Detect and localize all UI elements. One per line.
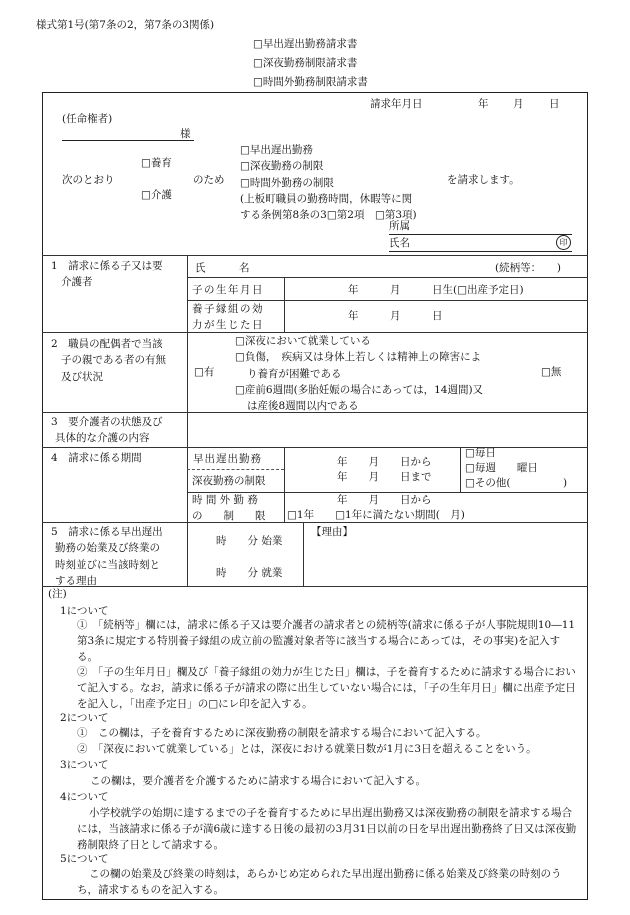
period-from[interactable]: 年 月 日から: [337, 456, 432, 468]
option-jikangai[interactable]: □時間外勤務の制限: [240, 176, 334, 189]
s5-inner-divider: [303, 522, 304, 586]
jikangai-label-1: 時 間 外 勤 務: [192, 494, 258, 506]
relation-field[interactable]: (続柄等： ): [495, 262, 561, 274]
adopt-field[interactable]: 年 月 日: [348, 310, 443, 322]
notes-title: (注): [48, 588, 67, 600]
adopt-label-1: 養子縁組の効: [192, 303, 264, 315]
title-hayade: □早出遅出勤務請求書: [253, 38, 358, 50]
request-date-label: 請求年月日: [370, 98, 423, 110]
jikangai-label: [192, 492, 266, 525]
note-3a: この欄は，要介護者を介護するために請求する場合において記入する。: [90, 775, 426, 787]
end-time[interactable]: 時 分 就業: [216, 567, 283, 579]
freq-daily[interactable]: □毎日: [465, 447, 496, 459]
s2-label-line3: 及び状況: [61, 370, 103, 383]
note-1a: ① 「続柄等」欄には，請求に係る子又は要介護者の請求者との続柄等(請求に係る子が人事院規則10―11第3条に規定する特別養子縁組の成立前の監護対象者等に該当する場合にあっては，その事実)を記入する。: [77, 619, 576, 663]
tame-label: のため: [193, 174, 225, 186]
s5-label-line3: 時刻並びに当該時刻と: [55, 558, 160, 571]
kaigo-checkbox[interactable]: □介護: [141, 189, 172, 201]
s2-label-line2: 子の親である者の有無: [61, 354, 166, 367]
spouse-yes-checkbox[interactable]: □有: [194, 366, 215, 378]
s3-label-line1: 3 要介護者の状態及び: [51, 416, 163, 428]
birth-label: 子の生年月日: [192, 284, 264, 296]
shozoku-label: 所属: [389, 220, 410, 232]
spouse-no-checkbox[interactable]: □無: [541, 366, 562, 378]
seikyu-label: を請求します。: [447, 174, 520, 186]
status-maternity[interactable]: □産前6週間(多胎妊娠の場合にあっては，14週間)又: [235, 383, 484, 396]
hayade-label: 早出遅出勤務: [193, 453, 262, 465]
note-5-heading: 5について: [60, 853, 109, 865]
s4-inner-divider: [284, 447, 285, 522]
shinya-label: 深夜勤務の制限: [192, 475, 266, 487]
note-2b: ② 「深夜において就業している」とは，深夜における就業日数が1月に3日を超えることをいう。: [77, 743, 537, 755]
s1-label-line1: 1 請求に係る子又は要: [51, 260, 163, 272]
s5-label-line2: 勤務の始業及び終業の: [55, 542, 160, 555]
adopt-label: [192, 301, 264, 334]
appointer-line: [62, 140, 194, 141]
s5-label-line4: する理由: [55, 574, 97, 587]
request-options: [240, 142, 417, 223]
form-number: 様式第1号(第7条の2，第7条の3関係): [36, 19, 215, 31]
shozoku-line: [389, 234, 572, 235]
freq-other[interactable]: □その他( ): [465, 477, 568, 490]
note-4-heading: 4について: [60, 791, 109, 803]
period-to[interactable]: 年 月 日まで: [337, 471, 432, 483]
appointer-label: (任命権者): [62, 113, 113, 125]
s4-opts-divider: [460, 447, 461, 492]
shimei-line: [389, 251, 572, 252]
overtime-from[interactable]: 年 月 日から: [337, 494, 432, 506]
s5-divider: [187, 522, 188, 586]
status-maternity-cont: は産後8週間以内である: [247, 400, 359, 413]
s2-divider: [187, 332, 188, 412]
freq-weekly[interactable]: □毎週 曜日: [465, 462, 538, 475]
option-note-1: (上板町職員の勤務時間，休暇等に関: [240, 192, 413, 205]
s4-dash-rule: [187, 469, 284, 470]
overtime-period[interactable]: □1年 □1年に満たない期間( 月): [287, 509, 465, 521]
s1-inner-divider: [284, 277, 285, 332]
birth-field[interactable]: 年 月 日生(□出産予定日): [348, 284, 524, 296]
seal-mark: [556, 235, 571, 250]
option-shinya[interactable]: □深夜勤務の制限: [240, 160, 324, 173]
name-label: 氏 名: [195, 262, 250, 274]
s2-label: [51, 336, 166, 385]
note-1-heading: 1について: [60, 605, 109, 617]
spouse-status-list: [235, 333, 483, 414]
jikangai-label-2: の 制 限: [192, 510, 266, 523]
s1-row-rule-1: [187, 277, 588, 278]
note-4a: 小学校就学の始期に達するまでの子を養育するために早出遅出勤務又は深夜勤務の制限を請求する場合には，当該請求に係る子が満6歳に達する日後の最初の3月31日以前の日を早出遅出勤務終了日又は深夜勤務制限終了日として請求する。: [77, 807, 577, 851]
s3-label: [51, 414, 163, 447]
shimei-label: 氏名: [389, 237, 410, 249]
note-2-heading: 2について: [60, 712, 109, 724]
s3-label-line2: 具体的な介護の内容: [55, 432, 150, 445]
status-night-work[interactable]: □深夜において就業している: [235, 335, 371, 347]
option-note-2: する条例第8条の3□第2項 □第3項): [240, 209, 417, 222]
date-day: 日: [549, 98, 560, 110]
s1-label-line2: 介護者: [61, 276, 93, 289]
adopt-label-2: 力が生じた日: [192, 319, 264, 332]
start-time[interactable]: 時 分 始業: [216, 535, 283, 547]
note-3-heading: 3について: [60, 759, 109, 771]
frequency-options: [465, 446, 567, 492]
status-injury[interactable]: □負傷， 疾病又は身体上若しくは精神上の障害によ: [235, 351, 482, 364]
note-2a: ① この欄は，子を養育するために深夜勤務の制限を請求する場合において記入する。: [77, 727, 487, 739]
s2-label-line1: 2 職員の配偶者で当該: [51, 338, 163, 350]
status-injury-cont: り養育が困難である: [247, 367, 342, 380]
sama-label: 様: [180, 128, 191, 140]
s3-divider: [187, 412, 188, 447]
s4-divider: [187, 447, 188, 522]
title-jikangai: □時間外勤務制限請求書: [253, 76, 368, 88]
s5-label: [51, 524, 163, 589]
rule-1: [42, 255, 588, 256]
yoiku-checkbox[interactable]: □養育: [141, 157, 172, 169]
date-year: 年: [478, 98, 489, 110]
s1-label: [51, 258, 163, 291]
note-1b: ② 「子の生年月日」欄及び「養子縁組の効力が生じた日」欄は，子を養育するために請求する場合において記入する。なお，請求に係る子が請求の際に出生していない場合には，「子の生年月日」欄に出産予定日を記入し，「出産予定日」の□にレ印を記入する。: [77, 666, 576, 710]
note-5a: この欄の始業及び終業の時刻は，あらかじめ定められた早出遅出勤務に係る始業及び終業の時刻のうち，請求するものを記入する。: [77, 868, 562, 896]
date-month: 月: [513, 98, 524, 110]
title-shinya: □深夜勤務制限請求書: [253, 57, 358, 69]
reason-label: 【理由】: [311, 526, 353, 538]
s1-divider: [187, 255, 188, 332]
s4-label: 4 請求に係る期間: [51, 452, 142, 464]
seal-icon: 印: [556, 235, 571, 250]
option-hayade[interactable]: □早出遅出勤務: [240, 144, 313, 156]
tsugi-label: 次のとおり: [62, 174, 115, 186]
s5-label-line1: 5 請求に係る早出遅出: [51, 526, 163, 538]
